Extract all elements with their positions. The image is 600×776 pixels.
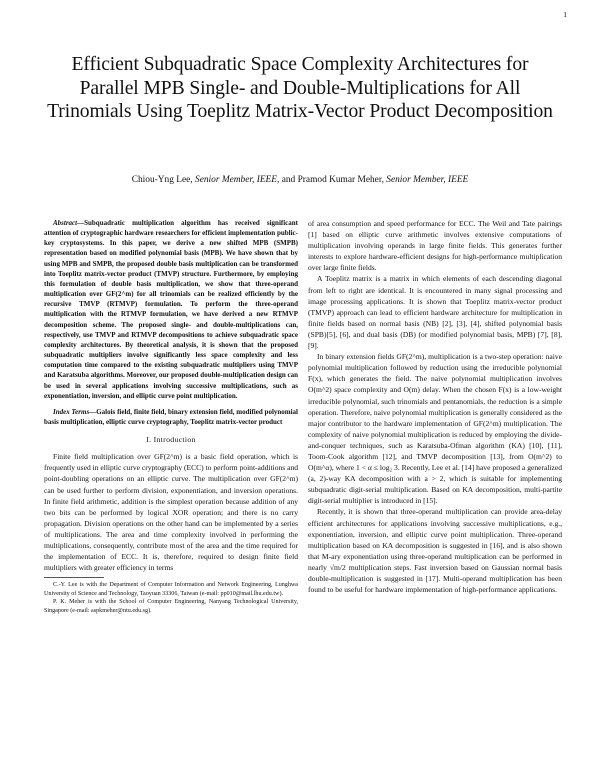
right-paragraph-3: In binary extension fields GF(2^m), multiplication is a two-step operation: naive polynomial multiplication followed by reduction using the irreducible polynomial F(x), which generates the field. The naive polynomial multiplication involves O(m^2) space complexity and O(m) delay. When the chosen F(x) is a low-weight irreducible polynomial, such trinomials and pentanomials, the reduction is a simple operation. Therefore, naive polynomial multiplication is generally considered as the major contributor to the hardware implementation of GF(2^m) multiplication. The complexity of naive polynomial multiplication is reduced by employing the divide-and-conquer techniques, such as Karatsuba-Ofman algorithm (KA) [10], [11], Toom-Cook algorithm [12], and TMVP decomposition [13], from O(m^2) to O(m^α), where 1 < α ≤ log₂ 3. Recently, Lee et al. [14] have proposed a generalized (a, 2)-way KA decomposition with a > 2, which is suitable for implementing subquadratic digit-serial multiplication. Based on KA decomposition, multi-partite digit-serial multiplier is introduced in [15]. — [308, 352, 562, 506]
author-1-name: Chiou-Yng Lee, — [131, 175, 193, 185]
author-2-role: Senior Member, IEEE — [386, 175, 469, 185]
right-column — [308, 218, 562, 595]
right-paragraph-4: Recently, it is shown that three-operand multiplication can provide area-delay efficient architectures for applications involving successive multiplications, e.g., exponentiation, inversion, and elliptic curve point multiplication. Three-operand multiplication based on KA decomposition is suggested in [16], and is also shown that M-ary exponentiation using three-operand multiplication can be performed in nearly √m/2 multiplication steps. Fast inversion based on Gaussian normal basis double-multiplication is suggested in [17]. Multi-operand multiplication has been found to be useful for hardware implementation of high-performance applications. — [308, 507, 562, 595]
footnote-author-2: P. K. Meher is with the School of Computer Engineering, Nanyang Technological University, Singapore (e-mail: aspkmeher@ntu.edu.sg). — [44, 599, 298, 615]
right-paragraph-2: A Toeplitz matrix is a matrix in which elements of each descending diagonal from left to right are identical. It is encountered in many signal processing and image processing applications. It is shown that Toeplitz matrix-vector product (TMVP) approach can lead to efficient hardware architecture for multiplication in finite fields based on normal basis (NB) [2], [3], [4], shifted polynomial basis (SPB)[5], [6], and dual basis (DB) (or modified polynomial basis, MPB) [7], [8], [9]. — [308, 274, 562, 351]
index-terms-label: Index Terms — [53, 407, 90, 416]
abstract — [44, 218, 298, 401]
intro-paragraph-1: Finite field multiplication over GF(2^m) is a basic field operation, which is frequently used in elliptic curve cryptography (ECC) to perform point-additions and point-doubling operations on an elliptic curve. The multiplication over GF(2^m) can be used further to perform division, exponentiation, and inversion operations. In finite field arithmetic, addition is the simplest operation because addition of any two bits can be performed by logical XOR operation; and there is no carry propagation. Division operations on the other hand can be implemented by a series of multiplications. The area and time complexity involved in performing the multiplications, consequently, contribute most of the area and the time required for the implementation of ECC. It is, therefore, required to design finite field multipliers with greater efficiency in terms — [44, 452, 299, 573]
author-1-role: Senior Member, IEEE, — [195, 175, 280, 185]
left-column — [44, 218, 298, 616]
paper-title: Efficient Subquadratic Space Complexity Architectures for Parallel MPB Single- and Double-Multiplications for All Trinomials Using Toeplitz Matrix-Vector Product Decomposition — [47, 54, 553, 122]
footnote-author-1: C.-Y. Lee is with the Department of Computer Information and Network Engineering, Lunghwa University of Science and Technology, Taoyuan 33306, Taiwan (e-mail: pp010@mail.lhu.edu.tw). — [44, 582, 298, 597]
abstract-text: —Subquadratic multiplication algorithm has received significant attention of cryptographic hardware researchers for efficient implementation public-key cryptosystems. In this paper, we derive a new shifted MPB (SMPB) representation based on modified polynomial basis (MPB). We have shown that by using MPB and SMPB, the proposed double basis multiplication can be transformed into Toeplitz matrix-vector product (TMVP) structure. Furthermore, by employing this formulation of double basis multiplication, we show that three-operand multiplication over GF(2^m) for all trinomials can be realized efficiently by the recursive TMVP (RTMVP) formulation. To perform the three-operand multiplication with the RTMVP formulation, we have derived a new RTMVP decomposition scheme. The proposed single- and double-multiplications can, respectively, use TMVP and RTMVP decompositions to achieve subquadratic space complexity architectures. By theoretical analysis, it is shown that the proposed subquadratic multipliers involve significantly less space complexity and less computation time compared to the existing subquadratic multipliers using TMVP and Karatsuba algorithms. Moreover, our proposed double-multiplication design can be used in several applications involving successive multiplications, such as exponentiation, inversion, and elliptic curve point multiplication. — [44, 219, 298, 400]
section-heading-introduction: I. Introduction — [146, 435, 196, 445]
abstract-label: Abstract — [53, 219, 78, 227]
page-number: 1 — [563, 10, 567, 19]
author-2-name: Pramod Kumar Meher, — [297, 175, 384, 185]
right-paragraph-1: of area consumption and speed performance for ECC. The Weil and Tate pairings [1] based on elliptic curve arithmetic involves extensive computations of multiplication involving operands in large finite fields. This generates further interests to explore hardware-efficient designs for high-performance multiplication over large finite fields. — [308, 219, 562, 273]
author-conjunction: and — [281, 175, 296, 185]
footnote-divider — [44, 577, 104, 578]
index-terms-text: —Galois field, finite field, binary extension field, modified polynomial basis multiplication, elliptic curve cryptography, Toeplitz matrix-vector product — [44, 407, 298, 426]
author-line — [40, 175, 560, 185]
index-terms — [44, 407, 298, 427]
